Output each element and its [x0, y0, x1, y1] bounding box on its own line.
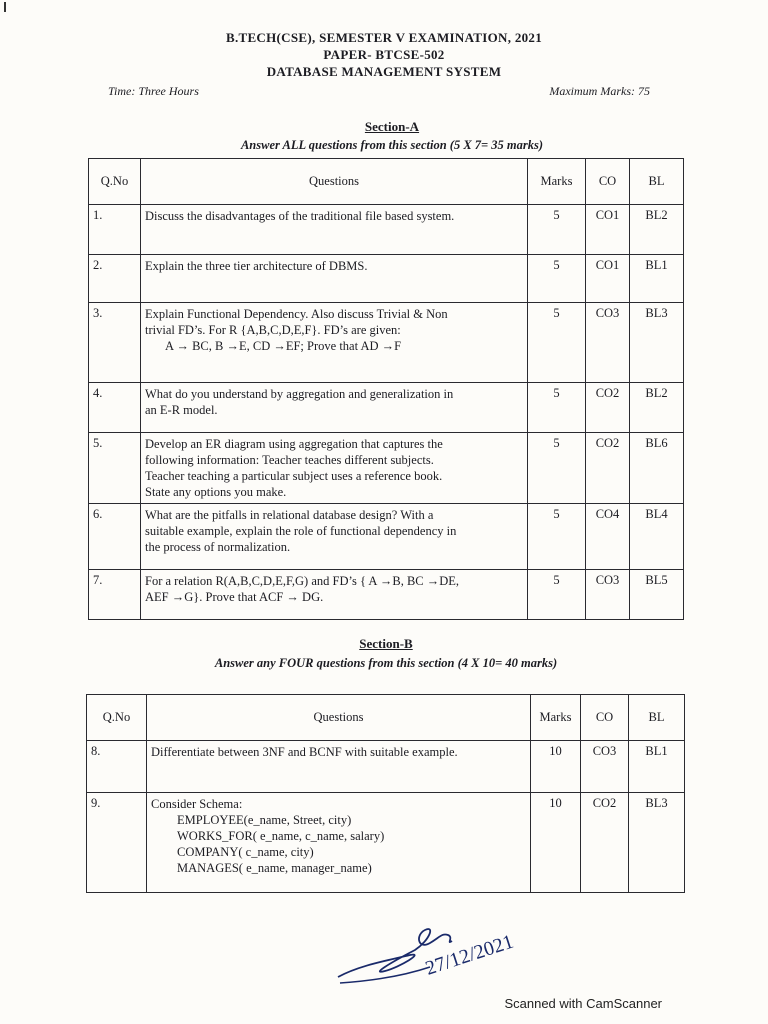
section-b-table: [86, 694, 685, 893]
question-co: CO3: [581, 741, 629, 793]
col-qno: Q.No: [87, 695, 147, 741]
question-bl: BL5: [630, 570, 684, 620]
question-bl: BL3: [629, 793, 685, 893]
question-line: AEF →G}. Prove that ACF → DG.: [145, 590, 324, 604]
col-marks: Marks: [531, 695, 581, 741]
col-bl: BL: [629, 695, 685, 741]
question-co: CO2: [586, 433, 630, 504]
table-row: [87, 793, 685, 893]
schema-line: EMPLOYEE(e_name, Street, city): [177, 813, 352, 827]
question-line: Differentiate between 3NF and BCNF with suitable example.: [151, 745, 458, 759]
question-marks: 10: [531, 741, 581, 793]
question-line: Discuss the disadvantages of the traditional file based system.: [145, 209, 455, 223]
table-row: [89, 205, 684, 255]
exam-title: B.TECH(CSE), SEMESTER V EXAMINATION, 2021: [225, 30, 543, 45]
question-co: CO1: [586, 255, 630, 303]
table-row: [89, 570, 684, 620]
section-a-table: [88, 158, 684, 620]
question-marks: 5: [528, 205, 586, 255]
question-line: Consider Schema:: [151, 797, 243, 811]
question-line: Explain Functional Dependency. Also discuss Trivial & Non: [145, 307, 448, 321]
col-bl: BL: [630, 159, 684, 205]
scan-mark: [4, 2, 6, 12]
question-line: Teacher teaching a particular subject uses a reference book.: [145, 469, 443, 483]
schema-line: WORKS_FOR( e_name, c_name, salary): [177, 829, 385, 843]
section-b-instruction: Answer any FOUR questions from this section (4 X 10= 40 marks): [214, 656, 558, 670]
paper-code: PAPER- BTCSE-502: [323, 47, 445, 62]
subject-title: DATABASE MANAGEMENT SYSTEM: [266, 64, 502, 79]
schema-line: MANAGES( e_name, manager_name): [177, 861, 372, 875]
section-a-title: Section-A: [364, 119, 420, 134]
question-co: CO2: [581, 793, 629, 893]
question-co: CO2: [586, 383, 630, 433]
question-line: For a relation R(A,B,C,D,E,F,G) and FD’s { A →B, BC →DE,: [145, 574, 460, 588]
question-line: Explain the three tier architecture of DBMS.: [145, 259, 368, 273]
question-text: [141, 303, 528, 383]
question-marks: 10: [531, 793, 581, 893]
table-row: [89, 303, 684, 383]
question-bl: BL6: [630, 433, 684, 504]
table-row: [89, 383, 684, 433]
question-number: 7.: [89, 570, 141, 620]
section-a-instruction: Answer ALL questions from this section (5 X 7= 35 marks): [240, 138, 544, 152]
question-number: 9.: [87, 793, 147, 893]
question-text: [147, 793, 531, 893]
scanner-watermark: Scanned with CamScanner: [504, 996, 662, 1011]
question-bl: BL1: [629, 741, 685, 793]
question-marks: 5: [528, 433, 586, 504]
question-co: CO3: [586, 303, 630, 383]
question-line: trivial FD’s. For R {A,B,C,D,E,F}. FD’s are given:: [145, 323, 401, 337]
question-line: suitable example, explain the role of functional dependency in: [145, 524, 457, 538]
table-row: [89, 255, 684, 303]
question-marks: 5: [528, 255, 586, 303]
col-qno: Q.No: [89, 159, 141, 205]
question-number: 6.: [89, 504, 141, 570]
handwritten-signature: [330, 905, 540, 990]
question-text: [141, 205, 528, 255]
question-marks: 5: [528, 303, 586, 383]
question-co: CO1: [586, 205, 630, 255]
question-bl: BL2: [630, 205, 684, 255]
question-line: following information: Teacher teaches different subjects.: [145, 453, 434, 467]
question-co: CO3: [586, 570, 630, 620]
question-text: [141, 255, 528, 303]
question-bl: BL3: [630, 303, 684, 383]
question-bl: BL2: [630, 383, 684, 433]
maximum-marks: Maximum Marks: 75: [549, 84, 650, 98]
question-line: What do you understand by aggregation and generalization in: [145, 387, 454, 401]
schema-line: COMPANY( c_name, city): [177, 845, 314, 859]
question-line: Develop an ER diagram using aggregation that captures the: [145, 437, 443, 451]
question-line: an E-R model.: [145, 403, 218, 417]
question-number: 5.: [89, 433, 141, 504]
question-text: [141, 504, 528, 570]
time-allowed: Time: Three Hours: [108, 84, 199, 98]
col-marks: Marks: [528, 159, 586, 205]
question-bl: BL1: [630, 255, 684, 303]
question-line: State any options you make.: [145, 485, 287, 499]
question-number: 4.: [89, 383, 141, 433]
question-number: 8.: [87, 741, 147, 793]
question-number: 2.: [89, 255, 141, 303]
section-b-header-row: [87, 695, 685, 741]
signature-date: 27/12/2021: [422, 930, 517, 980]
question-text: [141, 383, 528, 433]
question-bl: BL4: [630, 504, 684, 570]
question-marks: 5: [528, 504, 586, 570]
col-co: CO: [581, 695, 629, 741]
question-co: CO4: [586, 504, 630, 570]
question-marks: 5: [528, 570, 586, 620]
table-row: [87, 741, 685, 793]
table-row: [89, 504, 684, 570]
question-line: A → BC, B →E, CD →EF; Prove that AD →F: [165, 339, 402, 353]
question-text: [141, 570, 528, 620]
col-questions: Questions: [141, 159, 528, 205]
question-marks: 5: [528, 383, 586, 433]
col-questions: Questions: [147, 695, 531, 741]
question-number: 1.: [89, 205, 141, 255]
section-b-title: Section-B: [359, 636, 413, 651]
section-a-header-row: [89, 159, 684, 205]
question-line: the process of normalization.: [145, 540, 291, 554]
col-co: CO: [586, 159, 630, 205]
question-text: [147, 741, 531, 793]
table-row: [89, 433, 684, 504]
question-line: What are the pitfalls in relational database design? With a: [145, 508, 434, 522]
question-number: 3.: [89, 303, 141, 383]
question-text: [141, 433, 528, 504]
